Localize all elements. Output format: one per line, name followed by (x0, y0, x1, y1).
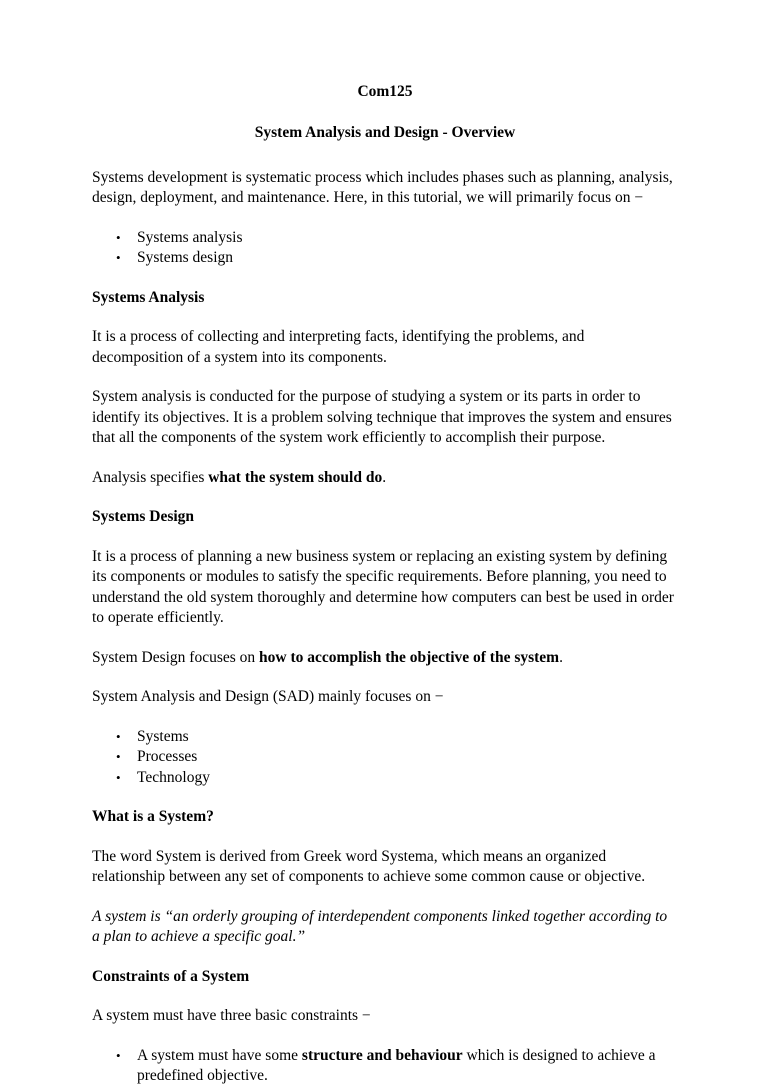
list-item (92, 727, 678, 748)
constraint-item-prefix: A system must have some (137, 1046, 302, 1064)
analysis-specifies-emphasis: what the system should do (208, 468, 383, 486)
analysis-specifies-suffix: . (382, 468, 387, 486)
systems-design-paragraph-1: It is a process of planning a new business system or replacing an existing system by defining its components or modules to satisfy the specific requirements. Before planning, you need to understand the old system thoroughly and determine how computers can best be used in order to operate efficiently. (92, 547, 674, 627)
constraint-item-suffix: which is designed to achieve a predefined objective. (137, 1046, 656, 1085)
systems-analysis-paragraph-3 (92, 468, 678, 489)
list-item (92, 228, 678, 249)
systems-analysis-paragraph-1: It is a process of collecting and interpreting facts, identifying the problems, and decomposition of a system into its components. (92, 328, 585, 366)
sad-bullet-list (92, 727, 678, 789)
bullet-icon: • (116, 1047, 121, 1063)
bullet-icon: • (116, 250, 121, 266)
list-item-label: Systems analysis (137, 228, 243, 246)
system-definition-quote: A system is “an orderly grouping of interdependent components linked together according to a plan to achieve a specific goal.” (92, 907, 668, 946)
bullet-icon: • (116, 749, 121, 765)
bullet-icon: • (116, 728, 121, 744)
design-focuses-prefix: System Design focuses on (92, 648, 260, 666)
section-heading-systems-analysis: Systems Analysis (92, 288, 205, 306)
section-heading-what-is-a-system: What is a System? (92, 808, 214, 826)
list-item (92, 768, 678, 789)
list-item (92, 747, 678, 768)
list-item-label: Processes (137, 748, 198, 766)
constraint-item-emphasis: structure and behaviour (301, 1046, 463, 1064)
list-item (92, 1046, 678, 1087)
intro-paragraph: Systems development is systematic process which includes phases such as planning, analysis, design, deployment, and maintenance. Here, in this tutorial, we will primarily focus on − (92, 168, 673, 207)
page-title: Com125 (357, 83, 413, 100)
design-focuses-emphasis: how to accomplish the objective of the system (259, 648, 560, 666)
section-heading-systems-design: Systems Design (92, 508, 195, 526)
intro-bullet-list (92, 228, 678, 269)
bullet-icon: • (116, 229, 121, 245)
constraints-bullet-list (92, 1046, 678, 1087)
bullet-icon: • (116, 769, 121, 785)
list-item-label: Systems (137, 727, 189, 745)
design-focuses-suffix: . (559, 648, 563, 666)
section-heading-constraints: Constraints of a System (92, 967, 250, 985)
page-subtitle: System Analysis and Design - Overview (254, 124, 516, 142)
list-item-label: Systems design (137, 249, 234, 267)
list-item (92, 248, 678, 269)
systems-analysis-paragraph-2: System analysis is conducted for the purpose of studying a system or its parts in order to identify its objectives. It is a problem solving technique that improves the system and ensures that all the components of the system work efficiently to accomplish their purpose. (92, 388, 672, 447)
sad-intro-paragraph: System Analysis and Design (SAD) mainly focuses on − (92, 688, 444, 706)
systems-design-paragraph-2 (92, 648, 678, 669)
what-is-system-paragraph: The word System is derived from Greek word Systema, which means an organized relationship between any set of components to achieve some common cause or objective. (92, 847, 646, 886)
constraints-intro-paragraph: A system must have three basic constraints − (92, 1007, 371, 1025)
analysis-specifies-prefix: Analysis specifies (92, 468, 209, 486)
list-item-label: Technology (137, 768, 210, 786)
